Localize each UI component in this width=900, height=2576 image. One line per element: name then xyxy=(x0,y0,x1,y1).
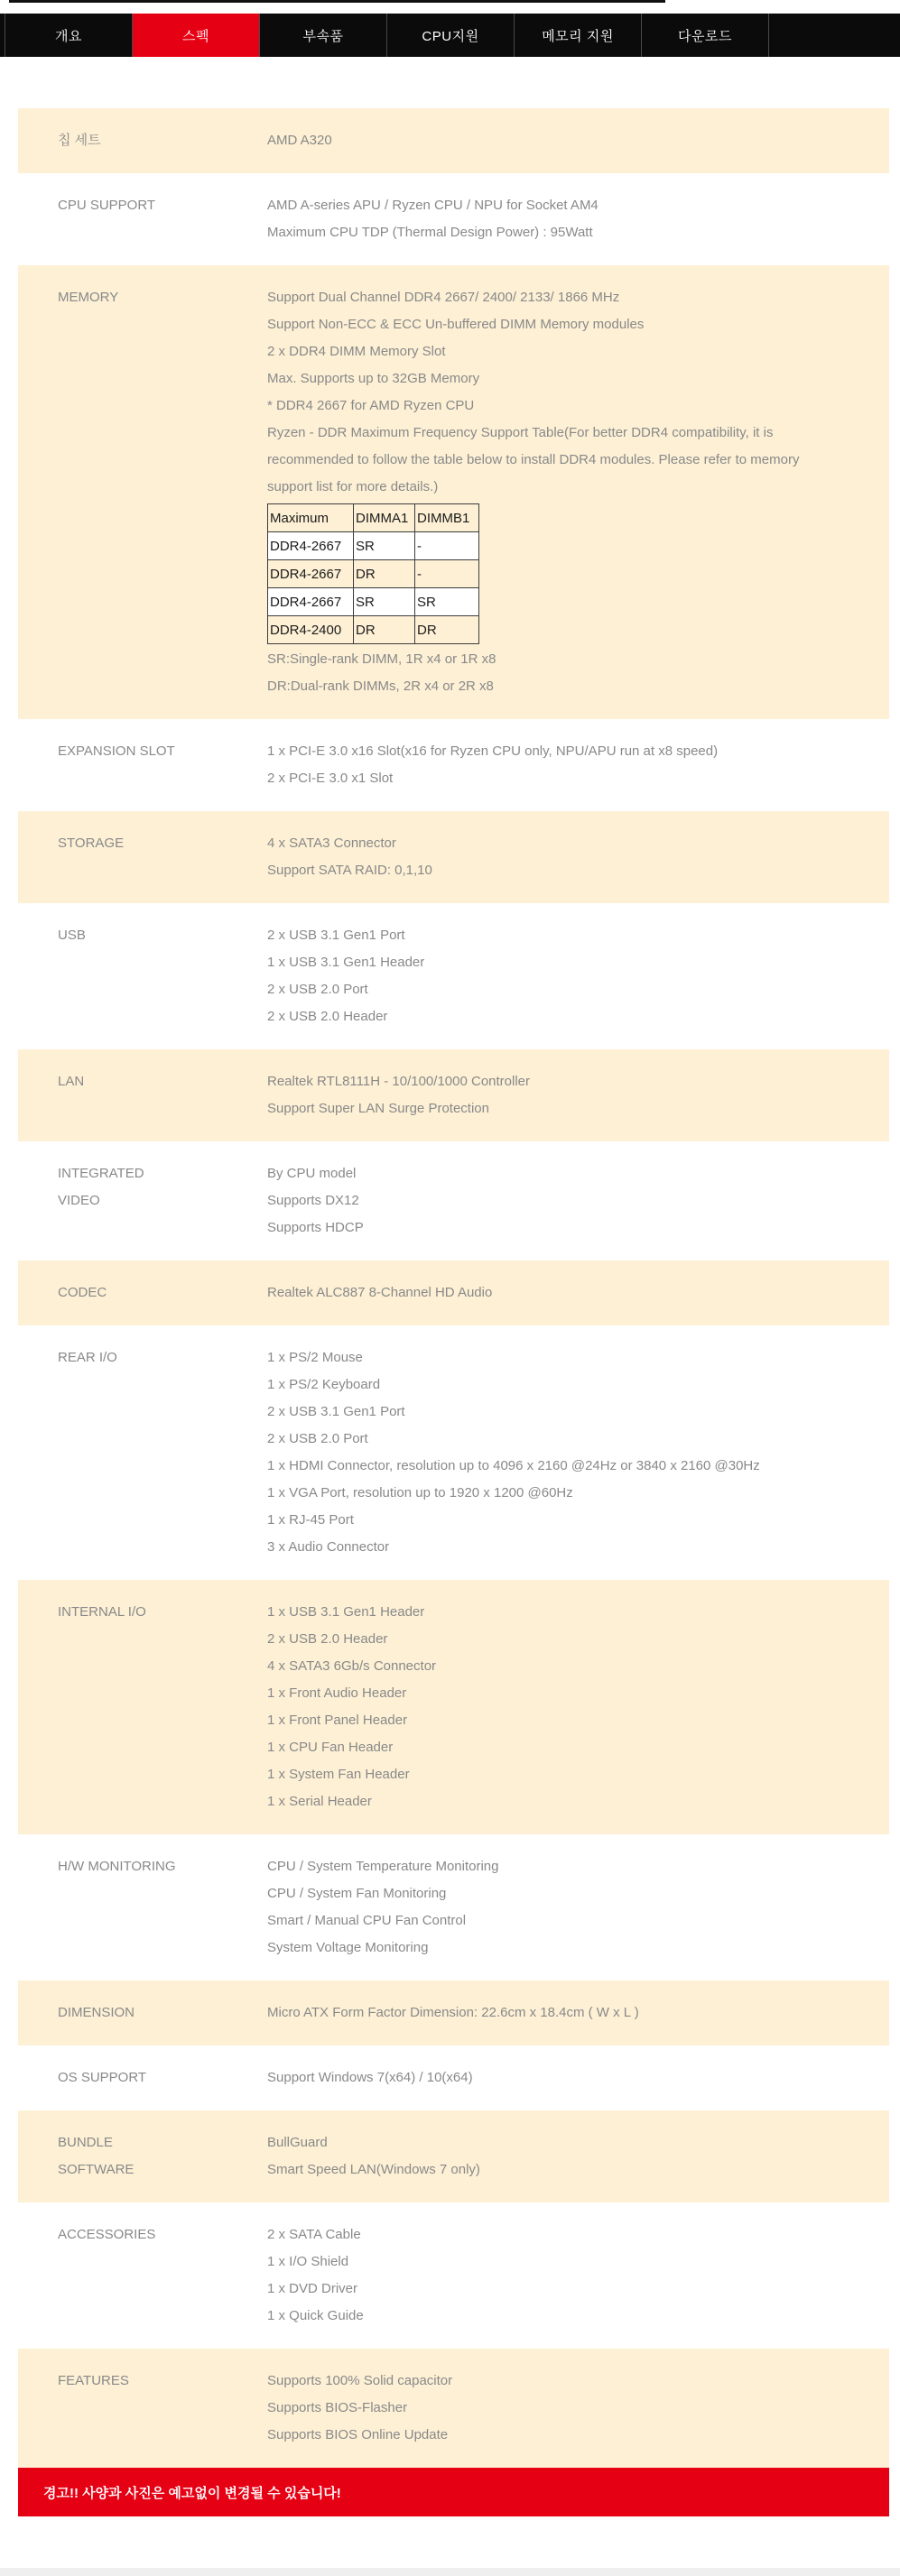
spec-value-line: Supports BIOS Online Update xyxy=(267,2427,449,2442)
spec-row-rear-io xyxy=(18,1325,889,1580)
spec-value-line: 2 x USB 3.1 Gen1 Port xyxy=(267,928,405,943)
tab-overview[interactable]: 개요 xyxy=(5,14,133,57)
table-cell: DR xyxy=(415,616,479,644)
spec-value-line: 2 x PCI-E 3.0 x1 Slot xyxy=(267,771,394,786)
spec-label: BUNDLE xyxy=(58,2135,113,2150)
spec-value-line: 1 x Quick Guide xyxy=(267,2308,364,2323)
table-cell: - xyxy=(415,560,479,588)
spec-value-line: 1 x Front Panel Header xyxy=(267,1713,408,1728)
spec-value-line: Support Super LAN Surge Protection xyxy=(267,1101,489,1116)
spec-value-line: 4 x SATA3 Connector xyxy=(267,836,396,851)
spec-label: 칩 세트 xyxy=(58,133,101,148)
table-cell: DDR4-2667 xyxy=(268,560,354,588)
spec-row-bundle-software xyxy=(18,2110,889,2202)
tab-memory-support[interactable]: 메모리 지원 xyxy=(515,14,642,57)
spec-row-dimension xyxy=(18,1980,889,2045)
spec-value-line: 1 x I/O Shield xyxy=(267,2254,349,2269)
spec-value-line: 2 x USB 2.0 Header xyxy=(267,1009,388,1024)
spec-label: DIMENSION xyxy=(58,2005,135,2020)
spec-row-storage xyxy=(18,811,889,903)
top-divider-line xyxy=(9,0,665,3)
spec-value-line: Max. Supports up to 32GB Memory xyxy=(267,371,480,386)
spec-value-line: AMD A320 xyxy=(267,133,332,148)
table-header-cell: DIMMA1 xyxy=(354,504,415,532)
spec-label: OS SUPPORT xyxy=(58,2070,147,2085)
spec-value-line: Supports DX12 xyxy=(267,1193,359,1208)
table-header-row xyxy=(268,504,479,532)
spec-value-line: 1 x HDMI Connector, resolution up to 4096 x 2160 @24Hz or 3840 x 2160 @30Hz xyxy=(267,1458,760,1473)
spec-value-line: 1 x RJ-45 Port xyxy=(267,1512,354,1528)
table-header-cell: DIMMB1 xyxy=(415,504,479,532)
table-row xyxy=(268,616,479,644)
table-row xyxy=(268,560,479,588)
spec-value-line: 1 x Front Audio Header xyxy=(267,1685,407,1701)
spec-value-line: 2 x USB 2.0 Port xyxy=(267,1431,368,1446)
tab-specification[interactable]: 스펙 xyxy=(133,14,260,57)
spec-value-line: 1 x DVD Driver xyxy=(267,2281,358,2296)
spec-row-features xyxy=(18,2349,889,2468)
table-cell: SR xyxy=(415,588,479,616)
spec-value-line: Support Non-ECC & ECC Un-buffered DIMM Memory modules xyxy=(267,317,645,332)
spec-label: LAN xyxy=(58,1074,85,1089)
spec-label: USB xyxy=(58,928,86,943)
spec-value-line: 4 x SATA3 6Gb/s Connector xyxy=(267,1658,437,1674)
table-cell: SR xyxy=(354,588,415,616)
spec-value-line: 1 x VGA Port, resolution up to 1920 x 1200 @60Hz xyxy=(267,1485,573,1500)
spec-row-integrated-video xyxy=(18,1141,889,1260)
tab-accessories[interactable]: 부속품 xyxy=(260,14,387,57)
spec-value-line: * DDR4 2667 for AMD Ryzen CPU xyxy=(267,398,475,413)
memory-frequency-table xyxy=(267,503,479,644)
table-cell: DDR4-2667 xyxy=(268,532,354,560)
spec-row-os-support xyxy=(18,2045,889,2110)
memory-frequency-note: Ryzen - DDR Maximum Frequency Support Table(For better DDR4 compatibility, it is recommended to follow the table below to install DDR4 modules. Please refer to memory support list for more details.) xyxy=(267,425,800,494)
spec-table xyxy=(18,108,889,2516)
spec-value-line: CPU / System Fan Monitoring xyxy=(267,1886,447,1901)
spec-value-line: Support Dual Channel DDR4 2667/ 2400/ 2133/ 1866 MHz xyxy=(267,290,620,305)
spec-value-line: 2 x USB 2.0 Header xyxy=(267,1631,388,1647)
table-header-cell: Maximum xyxy=(268,504,354,532)
spec-value-line: Smart / Manual CPU Fan Control xyxy=(267,1913,467,1928)
spec-row-hw-monitoring xyxy=(18,1834,889,1980)
spec-value-line: Support Windows 7(x64) / 10(x64) xyxy=(267,2070,473,2085)
spec-row-internal-io xyxy=(18,1580,889,1834)
spec-value-line: CPU / System Temperature Monitoring xyxy=(267,1859,499,1874)
table-cell: DDR4-2667 xyxy=(268,588,354,616)
spec-label: FEATURES xyxy=(58,2373,129,2388)
table-cell: DR xyxy=(354,560,415,588)
spec-row-codec xyxy=(18,1260,889,1325)
spec-value-line: 3 x Audio Connector xyxy=(267,1539,390,1555)
spec-row-accessories xyxy=(18,2202,889,2349)
spec-value-line: 1 x PS/2 Mouse xyxy=(267,1350,363,1365)
spec-value-line: 1 x PCI-E 3.0 x16 Slot(x16 for Ryzen CPU only, NPU/APU run at x8 speed) xyxy=(267,743,719,759)
table-row xyxy=(268,588,479,616)
spec-value-line: Maximum CPU TDP (Thermal Design Power) : 95Watt xyxy=(267,225,593,240)
spec-value-line: 1 x PS/2 Keyboard xyxy=(267,1377,381,1392)
spec-value-line: 2 x USB 3.1 Gen1 Port xyxy=(267,1404,405,1419)
table-row xyxy=(268,532,479,560)
spec-value-line: 1 x Serial Header xyxy=(267,1794,372,1809)
spec-label: INTERNAL I/O xyxy=(58,1604,146,1620)
warning-text: 경고!! 사양과 사진은 예고없이 변경될 수 있습니다! xyxy=(43,2485,341,2501)
spec-value-line: Realtek ALC887 8-Channel HD Audio xyxy=(267,1285,493,1300)
spec-value-line: Micro ATX Form Factor Dimension: 22.6cm x 18.4cm ( W x L ) xyxy=(267,2005,639,2020)
spec-label: MEMORY xyxy=(58,290,119,305)
spec-label: H/W MONITORING xyxy=(58,1859,176,1874)
spec-value-line: 2 x DDR4 DIMM Memory Slot xyxy=(267,344,446,359)
warning-banner xyxy=(18,2468,889,2516)
rank-legend-line: DR:Dual-rank DIMMs, 2R x4 or 2R x8 xyxy=(267,679,494,694)
table-cell: DDR4-2400 xyxy=(268,616,354,644)
table-cell: - xyxy=(415,532,479,560)
spec-label: STORAGE xyxy=(58,836,125,851)
spec-row-memory xyxy=(18,265,889,719)
spec-value-line: Supports 100% Solid capacitor xyxy=(267,2373,453,2388)
spec-value-line: 2 x SATA Cable xyxy=(267,2227,361,2242)
spec-row-lan xyxy=(18,1049,889,1141)
spec-value-line: 2 x USB 2.0 Port xyxy=(267,982,368,997)
product-tab-bar xyxy=(0,14,900,57)
spec-label: INTEGRATED xyxy=(58,1166,144,1181)
spec-row-cpu-support xyxy=(18,173,889,265)
rank-legend-line: SR:Single-rank DIMM, 1R x4 or 1R x8 xyxy=(267,651,496,667)
tab-bar-filler xyxy=(769,14,900,57)
spec-value-line: Supports BIOS-Flasher xyxy=(267,2400,408,2415)
spec-value-line: System Voltage Monitoring xyxy=(267,1940,429,1955)
spec-value-line: Smart Speed LAN(Windows 7 only) xyxy=(267,2162,480,2177)
tab-download[interactable]: 다운로드 xyxy=(642,14,769,57)
spec-row-chipset xyxy=(18,108,889,173)
spec-value-line: 1 x USB 3.1 Gen1 Header xyxy=(267,1604,425,1620)
spec-row-expansion-slot xyxy=(18,719,889,811)
spec-label: CODEC xyxy=(58,1285,107,1300)
tab-cpu-support[interactable]: CPU지원 xyxy=(387,14,515,57)
spec-label: EXPANSION SLOT xyxy=(58,743,175,759)
spec-value-line: 1 x CPU Fan Header xyxy=(267,1740,394,1755)
footer-edge-strip xyxy=(0,2568,900,2576)
spec-label: VIDEO xyxy=(58,1193,100,1208)
spec-value-line: By CPU model xyxy=(267,1166,357,1181)
spec-value-line: Support SATA RAID: 0,1,10 xyxy=(267,863,432,878)
spec-value-line: 1 x System Fan Header xyxy=(267,1767,410,1782)
spec-value-line: Supports HDCP xyxy=(267,1220,364,1235)
table-cell: DR xyxy=(354,616,415,644)
spec-value-line: 1 x USB 3.1 Gen1 Header xyxy=(267,955,425,970)
spec-value-line: AMD A-series APU / Ryzen CPU / NPU for Socket AM4 xyxy=(267,198,598,213)
spec-value-line: BullGuard xyxy=(267,2135,328,2150)
spec-label: REAR I/O xyxy=(58,1350,117,1365)
spec-label: SOFTWARE xyxy=(58,2162,135,2177)
spec-value-line: Realtek RTL8111H - 10/100/1000 Controller xyxy=(267,1074,531,1089)
table-cell: SR xyxy=(354,532,415,560)
spec-label: ACCESSORIES xyxy=(58,2227,156,2242)
bottom-spacer xyxy=(0,2516,900,2568)
spec-label: CPU SUPPORT xyxy=(58,198,156,213)
spec-row-usb xyxy=(18,903,889,1049)
